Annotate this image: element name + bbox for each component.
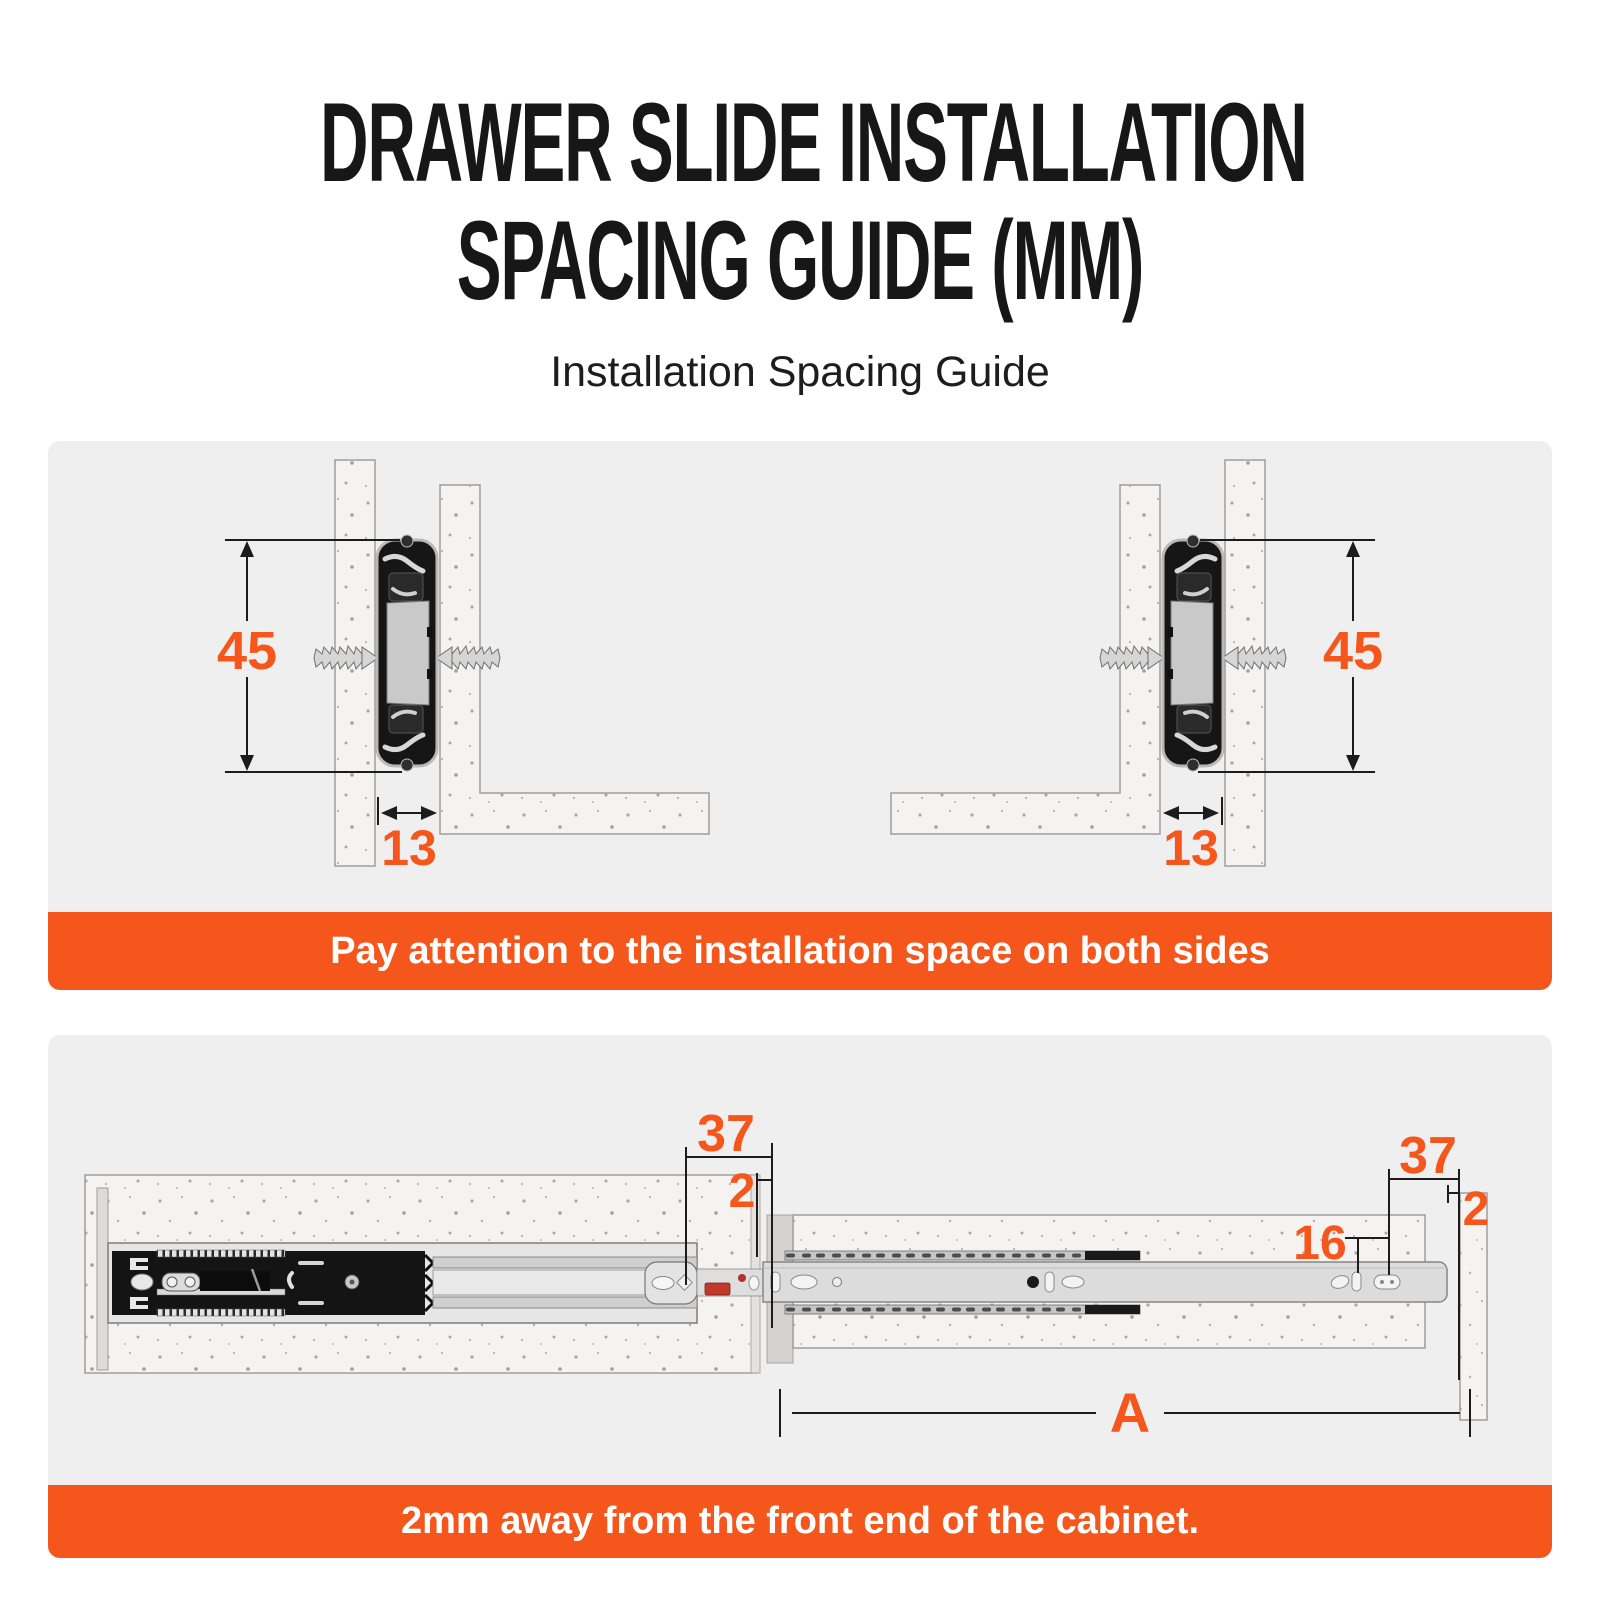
cabinet-back-panel	[97, 1188, 108, 1370]
dimension-2-left-label: 2	[728, 1165, 756, 1218]
dimension-45-left-label: 45	[216, 621, 278, 681]
front-view-panel	[48, 1035, 1552, 1485]
slide-cross-section	[377, 535, 437, 771]
dimension-37-right-label: 37	[1399, 1127, 1457, 1185]
right-assembly	[891, 460, 1375, 866]
front-view-diagram	[48, 1035, 1552, 1485]
dimension-2-right-label: 2	[1462, 1183, 1490, 1236]
slide-cabinet-member	[108, 1243, 697, 1323]
dimension-45-right-label: 45	[1322, 621, 1384, 681]
dimension-37-left-label: 37	[697, 1105, 755, 1163]
release-dot	[738, 1274, 746, 1282]
dimension-a-label: A	[1109, 1381, 1151, 1444]
side-view-diagram	[48, 441, 1552, 912]
page-title	[319, 80, 1307, 323]
page-subtitle: Installation Spacing Guide	[550, 348, 1050, 396]
dimension-13-right-label: 13	[1163, 820, 1219, 876]
side-view-banner: Pay attention to the installation space on both sides	[48, 912, 1552, 990]
side-view-panel	[48, 441, 1552, 912]
title-line-2: SPACING GUIDE (MM)	[456, 198, 1144, 323]
front-view-banner: 2mm away from the front end of the cabinet.	[48, 1485, 1552, 1558]
dimension-16-label: 16	[1293, 1217, 1347, 1270]
dimension-2-right	[1448, 1185, 1459, 1203]
dimension-13-left-label: 13	[381, 820, 437, 876]
release-lever	[705, 1283, 730, 1295]
title-line-1: DRAWER SLIDE INSTALLATION	[319, 80, 1307, 205]
slide-front-section	[697, 1269, 765, 1296]
